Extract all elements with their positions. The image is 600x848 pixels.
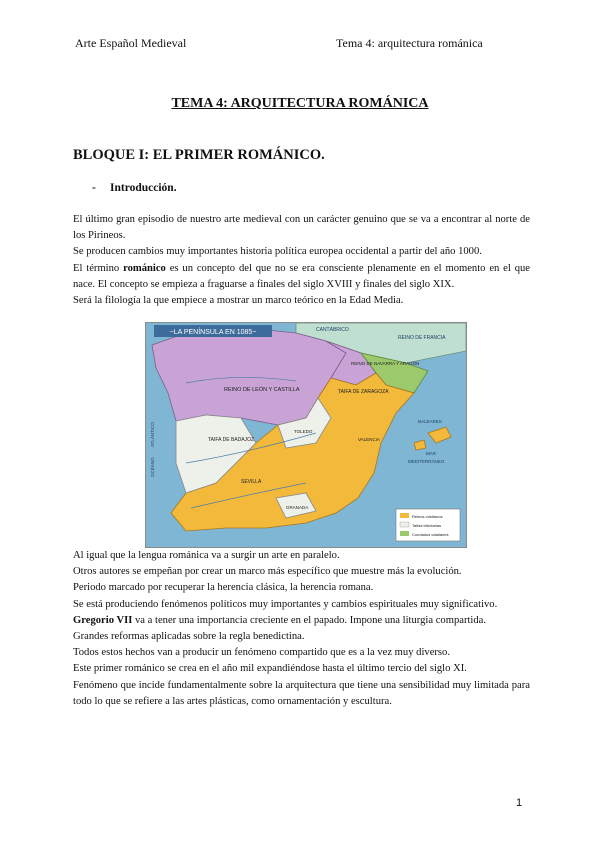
section-heading: BLOQUE I: EL PRIMER ROMÁNICO. <box>73 147 325 163</box>
paragraph: Periodo marcado por recuperar la herencia clásica, la herencia romana. <box>73 582 374 594</box>
map-label: MAR <box>426 451 436 456</box>
map-label: MEDITERRÁNEO <box>408 459 445 464</box>
bold-term: románico <box>123 262 166 274</box>
map-label: OCÉANO <box>150 457 155 477</box>
map-label: VALENCIA <box>358 437 380 442</box>
map-label: CANTÁBRICO <box>316 327 349 333</box>
paragraph: Grandes reformas aplicadas sobre la regla benedictina. <box>73 631 305 643</box>
subsection-label: Introducción. <box>110 182 177 194</box>
map-label: GRANADA <box>286 505 309 510</box>
legend-swatch <box>400 531 409 536</box>
paragraph: Este primer románico se crea en el año mil expandiéndose hasta el último tercio del siglo XI. <box>73 663 467 675</box>
body-text-block <box>73 548 530 710</box>
map-label: REINO DE LEÓN Y CASTILLA <box>224 387 300 393</box>
intro-text-block <box>73 212 530 309</box>
map-label: SEVILLA <box>241 479 262 485</box>
paragraph <box>73 613 530 629</box>
paragraph: Fenómeno que incide fundamentalmente sobre la arquitectura que tiene una sensibilidad muy limitada para todo lo que se refiere a las artes plásticas, como ornamentación y escultura. <box>73 679 530 707</box>
paragraph: Otros autores se empeñan por crear un marco más específico que muestre más la evolución. <box>73 566 462 578</box>
paragraph: Se producen cambios muy importantes historia política europea occidental a partir del año 1000. <box>73 246 482 258</box>
paragraph-text: va a tener una importancia creciente en el papado. Impone una liturgia compartida. <box>135 614 487 626</box>
bold-term: Gregorio VII <box>73 614 133 626</box>
historical-map <box>145 322 467 548</box>
map-label: REINO DE FRANCIA <box>398 335 446 341</box>
map-banner: ~LA PENÍNSULA EN 1085~ <box>169 329 257 336</box>
paragraph: El último gran episodio de nuestro arte medieval con un carácter genuino que se va a encontrar al norte de los Pirineos. <box>73 214 530 242</box>
legend-swatch <box>400 522 409 527</box>
legend-label: Condados catalanes <box>412 532 449 537</box>
page-number: 1 <box>516 797 523 809</box>
subsection-heading <box>92 182 177 194</box>
paragraph: Al igual que la lengua románica va a surgir un arte en paralelo. <box>73 550 340 561</box>
legend-label: Taifas tributarias <box>412 523 442 528</box>
map-label: TAIFA DE BADAJOZ <box>208 437 255 443</box>
legend-label: Reinos cristianos <box>412 514 443 519</box>
paragraph <box>73 261 530 293</box>
paragraph: Todos estos hechos van a producir un fenómeno compartido que es a la vez muy diverso. <box>73 647 450 659</box>
paragraph-text: es un concepto del que no se era consciente plenamente en el momento en el que nace. El concepto se empieza a fraguarse a finales del siglo XVIII y finales del siglo XIX. <box>73 262 530 290</box>
map-label: BALEARES <box>418 419 442 424</box>
map-label: REINO DE NAVARRA Y ARAGÓN <box>351 361 420 366</box>
map-label: TOLEDO <box>294 429 313 434</box>
bullet-dash: - <box>92 182 96 194</box>
legend-swatch <box>400 513 409 518</box>
header-right: Tema 4: arquitectura románica <box>336 36 483 50</box>
paragraph-text: El término <box>73 262 120 274</box>
map-label: ATLÁNTICO <box>150 422 155 447</box>
page-title: TEMA 4: ARQUITECTURA ROMÁNICA <box>171 96 429 111</box>
map-label: TAIFA DE ZARAGOZA <box>338 389 389 395</box>
paragraph: Será la filología la que empiece a mostrar un marco teórico en la Edad Media. <box>73 295 404 307</box>
header-left: Arte Español Medieval <box>75 36 187 50</box>
paragraph: Se está produciendo fenómenos políticos muy importantes y cambios espirituales muy significativo. <box>73 598 498 610</box>
